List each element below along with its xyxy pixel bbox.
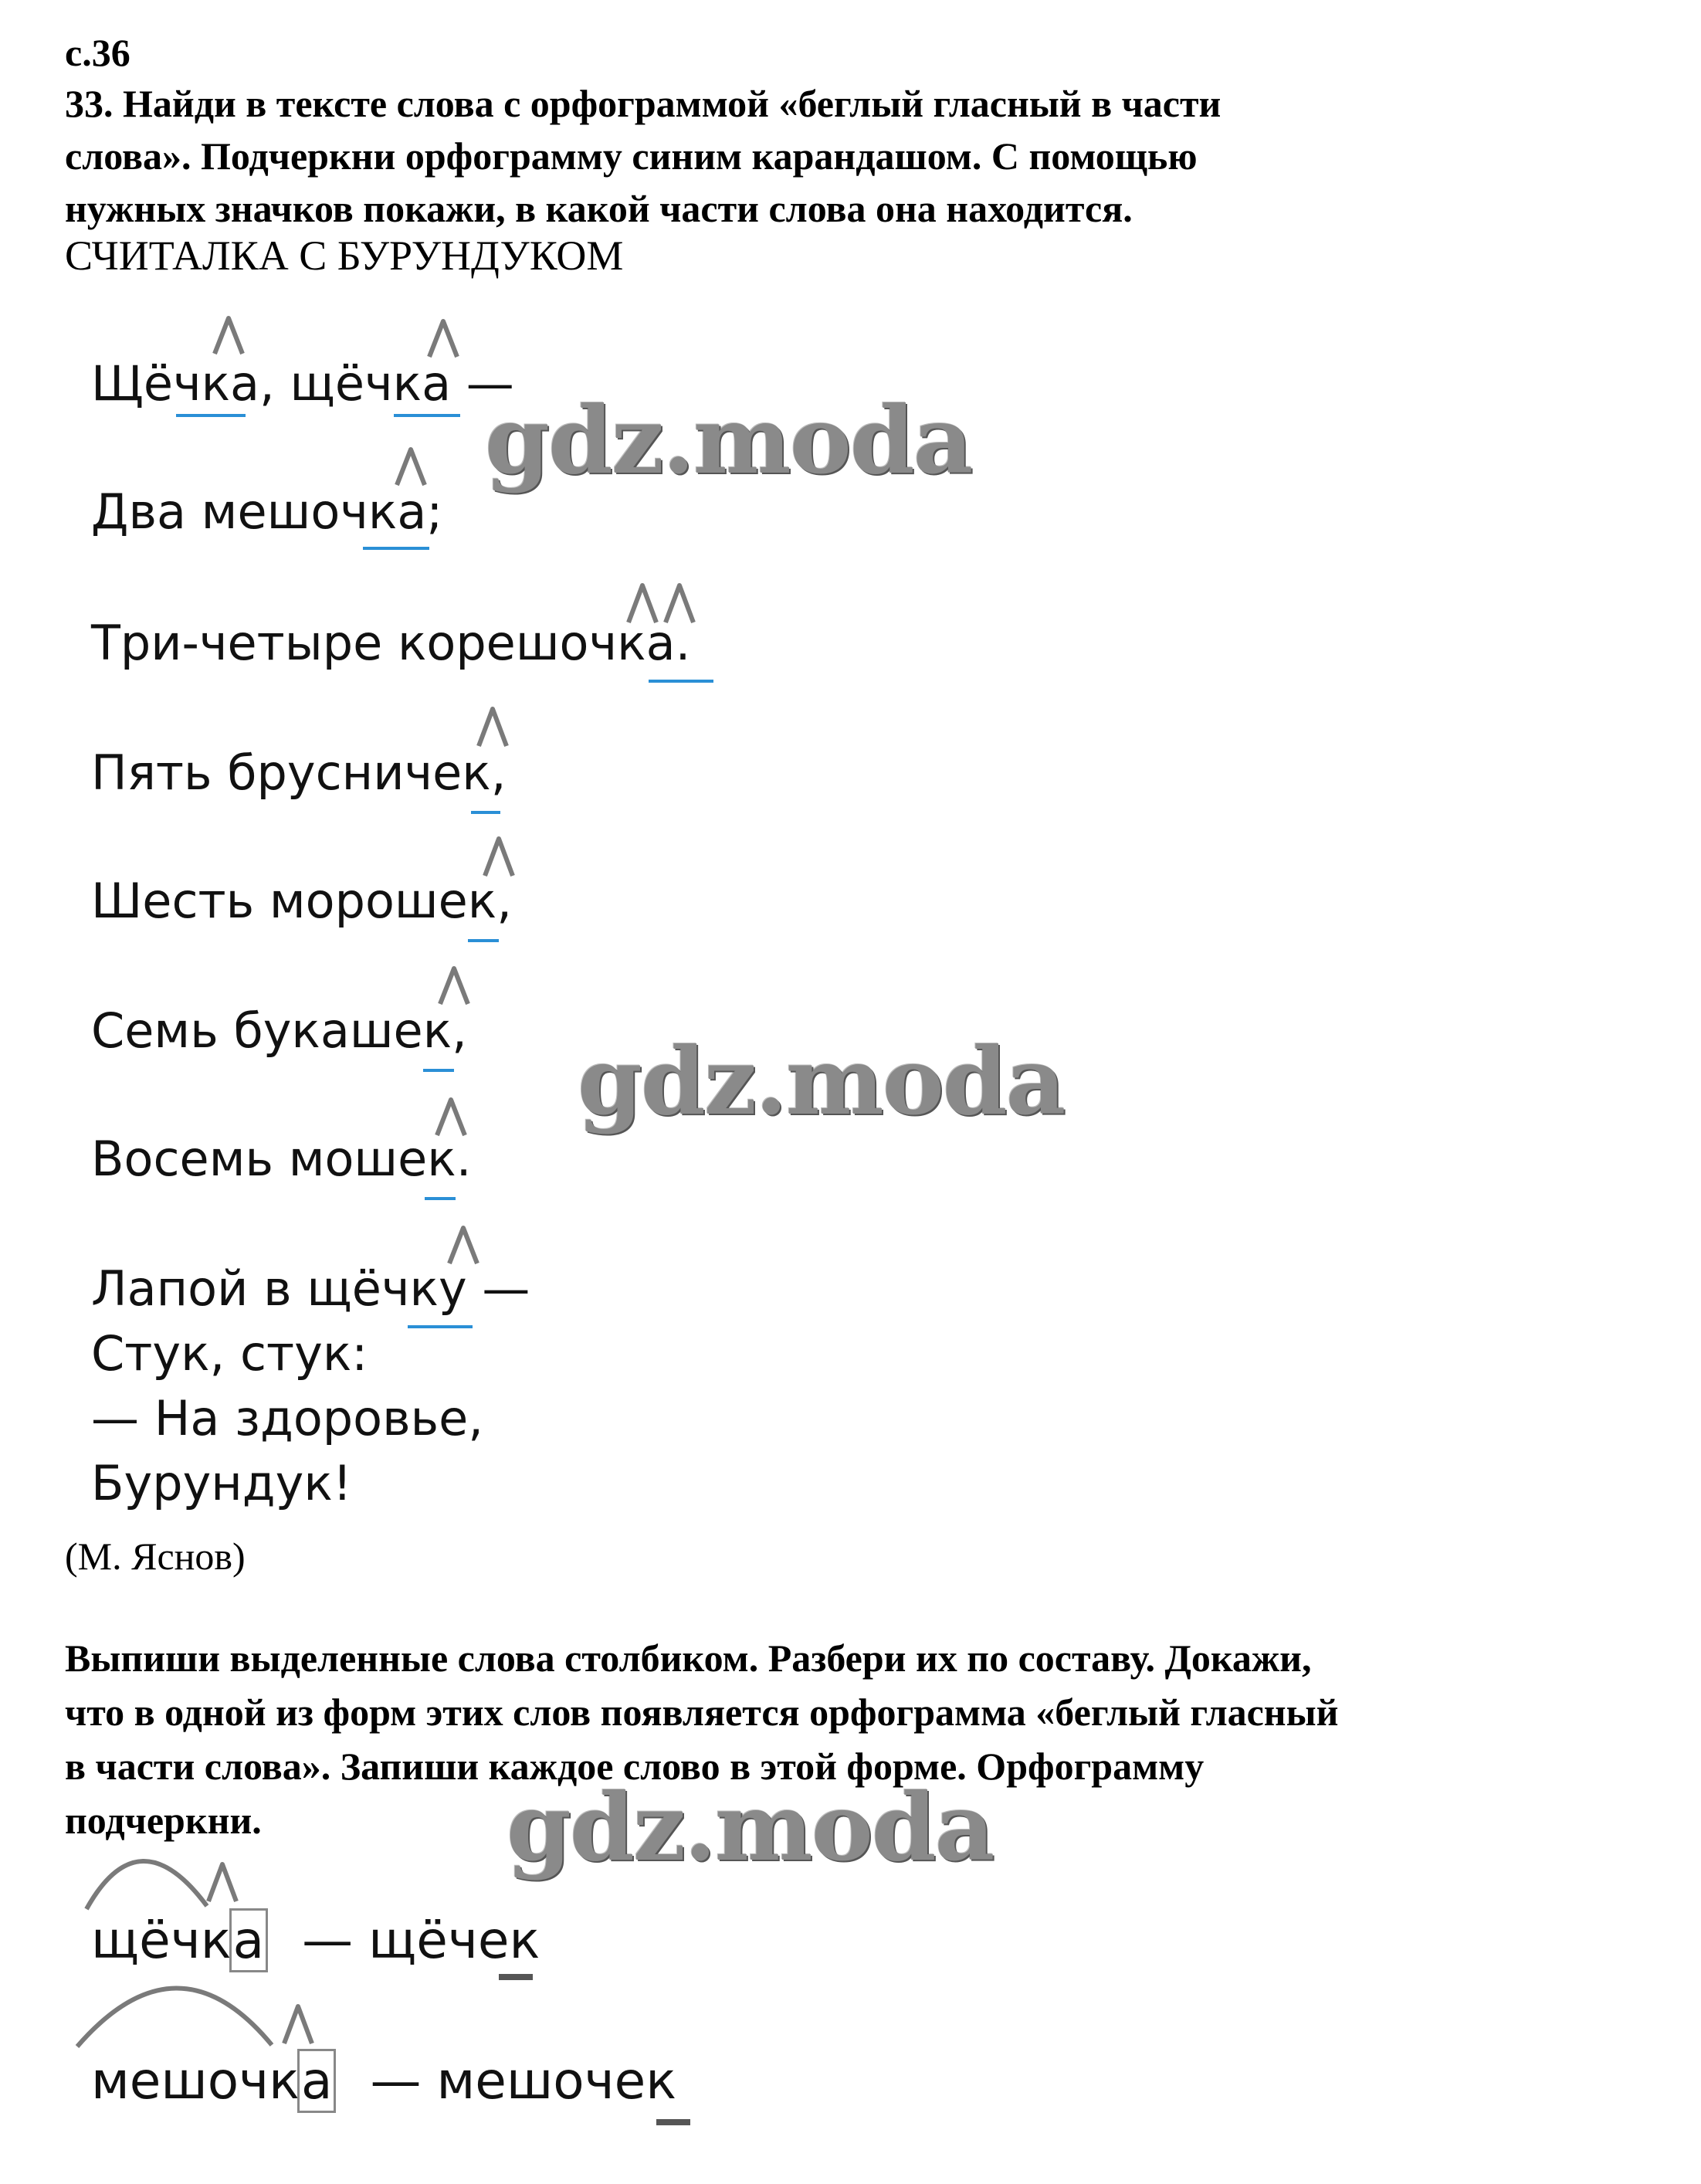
suffix-caret-icon: [215, 318, 242, 354]
suffix-caret-icon: [666, 585, 693, 622]
watermark-1: gdz.moda: [485, 386, 972, 495]
poem-line-5: Шесть морошек,: [91, 873, 512, 929]
task-2-line-3: в части слова». Запиши каждое слово в этой форме. Орфограмму: [65, 1745, 1205, 1788]
example-2-form: мешочек: [436, 2051, 677, 2111]
poem-line-8: Лапой в щёчку —: [91, 1260, 530, 1317]
root-arc-icon: [86, 1861, 207, 1909]
poem-author: (М. Яснов): [65, 1535, 246, 1578]
root-arc-icon: [77, 1988, 272, 2047]
example-1-form: щёчек: [368, 1911, 540, 1970]
suffix-caret-icon: [479, 709, 507, 746]
suffix-caret-icon: [397, 449, 425, 485]
example-2-dash: —: [370, 2051, 422, 2111]
suffix-caret-icon: [449, 1228, 477, 1263]
suffix-caret-icon: [485, 839, 513, 876]
poem-line-1: Щёчка, щёчка —: [91, 355, 514, 412]
suffix-caret-icon: [437, 1100, 465, 1135]
suffix-caret-icon: [208, 1864, 236, 1901]
example-1-ending: а: [232, 1911, 265, 1970]
poem-line-3: Три-четыре корешочка.: [91, 615, 691, 671]
task-33-line-1: 33. Найди в тексте слова с орфограммой «беглый гласный в части: [65, 82, 1222, 125]
task-2-line-1: Выпиши выделенные слова столбиком. Разбери их по составу. Докажи,: [65, 1636, 1312, 1680]
poem-line-2: Два мешочка;: [91, 483, 443, 540]
task-2-line-2: что в одной из форм этих слов появляется орфограмма «беглый гласный: [65, 1691, 1339, 1734]
example-1-dash: —: [302, 1911, 354, 1970]
watermark-3: gdz.moda: [507, 1773, 994, 1882]
suffix-caret-icon: [284, 2006, 312, 2043]
poem-line-10: — На здоровье,: [91, 1390, 484, 1446]
poem-line-6: Семь букашек,: [91, 1002, 467, 1059]
task-2-line-4: подчеркни.: [65, 1799, 262, 1842]
example-2-stem: мешочк: [91, 2051, 300, 2111]
suffix-caret-icon: [440, 968, 468, 1004]
poem-line-11: Бурундук!: [91, 1455, 352, 1511]
poem-line-9: Стук, стук:: [91, 1325, 368, 1382]
poem-line-4: Пять брусничек,: [91, 744, 507, 801]
suffix-caret-icon: [429, 321, 457, 357]
example-1-stem: щёчк: [91, 1911, 232, 1970]
poem-title: СЧИТАЛКА С БУРУНДУКОМ: [65, 232, 624, 279]
suffix-caret-icon: [629, 585, 656, 622]
poem-line-7: Восемь мошек.: [91, 1131, 472, 1187]
watermark-2: gdz.moda: [578, 1027, 1065, 1136]
task-33-line-3: нужных значков покажи, в какой части слова она находится.: [65, 187, 1133, 230]
task-33-line-2: слова». Подчеркни орфограмму синим карандашом. С помощью: [65, 134, 1198, 178]
page-number: с.36: [65, 31, 130, 74]
example-2-ending: а: [301, 2051, 333, 2111]
